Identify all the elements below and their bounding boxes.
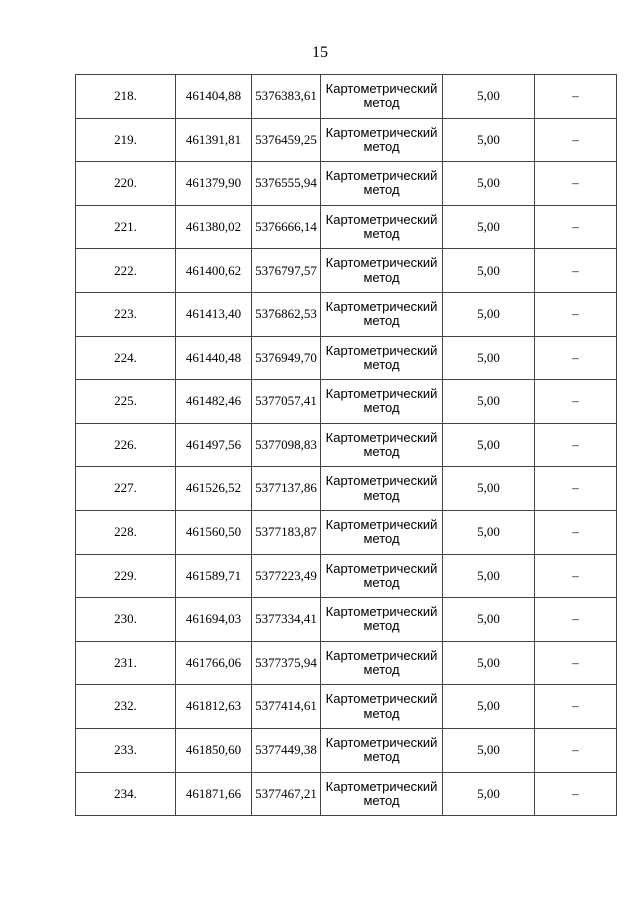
- point-number-cell: 227.: [76, 467, 176, 511]
- note-cell: –: [535, 292, 617, 336]
- point-number-cell: 229.: [76, 554, 176, 598]
- x-coordinate-cell: 461440,48: [176, 336, 252, 380]
- point-number-cell: 218.: [76, 75, 176, 119]
- method-line-2: метод: [363, 444, 400, 460]
- x-coordinate-cell: 461404,88: [176, 75, 252, 119]
- table-row: [76, 467, 617, 511]
- table-row: [76, 205, 617, 249]
- point-number-cell: 226.: [76, 423, 176, 467]
- x-coordinate-cell: 461400,62: [176, 249, 252, 293]
- note-cell: –: [535, 380, 617, 424]
- point-number-cell: 234.: [76, 772, 176, 816]
- table-row: [76, 118, 617, 162]
- point-number-cell: 228.: [76, 510, 176, 554]
- y-coordinate-cell: 5376555,94: [252, 162, 321, 206]
- method-line-1: Картометрический: [325, 691, 438, 707]
- table-row: [76, 598, 617, 642]
- method-cell: [321, 162, 443, 206]
- method-line-2: метод: [363, 574, 400, 590]
- method-line-2: метод: [363, 356, 400, 372]
- note-cell: –: [535, 641, 617, 685]
- method-line-1: Картометрический: [325, 734, 438, 750]
- note-cell: –: [535, 336, 617, 380]
- accuracy-cell: 5,00: [443, 249, 535, 293]
- method-line-2: метод: [363, 749, 400, 765]
- table-row: [76, 728, 617, 772]
- accuracy-cell: 5,00: [443, 75, 535, 119]
- table-row: [76, 772, 617, 816]
- x-coordinate-cell: 461812,63: [176, 685, 252, 729]
- point-number-cell: 231.: [76, 641, 176, 685]
- table-row: [76, 162, 617, 206]
- y-coordinate-cell: 5377057,41: [252, 380, 321, 424]
- y-coordinate-cell: 5377414,61: [252, 685, 321, 729]
- y-coordinate-cell: 5376797,57: [252, 249, 321, 293]
- method-cell: [321, 598, 443, 642]
- method-line-1: Картометрический: [325, 560, 438, 576]
- method-line-1: Картометрический: [325, 298, 438, 314]
- table-row: [76, 380, 617, 424]
- method-line-1: Картометрический: [325, 386, 438, 402]
- accuracy-cell: 5,00: [443, 598, 535, 642]
- x-coordinate-cell: 461871,66: [176, 772, 252, 816]
- x-coordinate-cell: 461526,52: [176, 467, 252, 511]
- method-line-1: Картометрический: [325, 778, 438, 794]
- table-row: [76, 292, 617, 336]
- method-cell: [321, 467, 443, 511]
- accuracy-cell: 5,00: [443, 336, 535, 380]
- method-line-2: метод: [363, 226, 400, 242]
- method-cell: [321, 554, 443, 598]
- accuracy-cell: 5,00: [443, 118, 535, 162]
- point-number-cell: 224.: [76, 336, 176, 380]
- x-coordinate-cell: 461694,03: [176, 598, 252, 642]
- y-coordinate-cell: 5377137,86: [252, 467, 321, 511]
- y-coordinate-cell: 5377183,87: [252, 510, 321, 554]
- method-line-2: метод: [363, 182, 400, 198]
- x-coordinate-cell: 461482,46: [176, 380, 252, 424]
- accuracy-cell: 5,00: [443, 685, 535, 729]
- y-coordinate-cell: 5377098,83: [252, 423, 321, 467]
- x-coordinate-cell: 461391,81: [176, 118, 252, 162]
- page-number: 15: [312, 44, 328, 61]
- method-cell: [321, 336, 443, 380]
- y-coordinate-cell: 5376666,14: [252, 205, 321, 249]
- note-cell: –: [535, 205, 617, 249]
- accuracy-cell: 5,00: [443, 162, 535, 206]
- method-line-1: Картометрический: [325, 516, 438, 532]
- method-line-2: метод: [363, 400, 400, 416]
- x-coordinate-cell: 461497,56: [176, 423, 252, 467]
- y-coordinate-cell: 5376459,25: [252, 118, 321, 162]
- accuracy-cell: 5,00: [443, 510, 535, 554]
- y-coordinate-cell: 5376862,53: [252, 292, 321, 336]
- y-coordinate-cell: 5377334,41: [252, 598, 321, 642]
- accuracy-cell: 5,00: [443, 641, 535, 685]
- method-line-2: метод: [363, 269, 400, 285]
- x-coordinate-cell: 461413,40: [176, 292, 252, 336]
- y-coordinate-cell: 5377449,38: [252, 728, 321, 772]
- point-number-cell: 223.: [76, 292, 176, 336]
- method-cell: [321, 728, 443, 772]
- point-number-cell: 222.: [76, 249, 176, 293]
- note-cell: –: [535, 249, 617, 293]
- accuracy-cell: 5,00: [443, 728, 535, 772]
- y-coordinate-cell: 5377467,21: [252, 772, 321, 816]
- y-coordinate-cell: 5376383,61: [252, 75, 321, 119]
- y-coordinate-cell: 5377223,49: [252, 554, 321, 598]
- point-number-cell: 225.: [76, 380, 176, 424]
- note-cell: –: [535, 685, 617, 729]
- table-row: [76, 75, 617, 119]
- method-cell: [321, 772, 443, 816]
- point-number-cell: 221.: [76, 205, 176, 249]
- method-line-1: Картометрический: [325, 255, 438, 271]
- method-line-2: метод: [363, 792, 400, 808]
- table-row: [76, 554, 617, 598]
- table-row: [76, 249, 617, 293]
- note-cell: –: [535, 162, 617, 206]
- method-cell: [321, 510, 443, 554]
- accuracy-cell: 5,00: [443, 292, 535, 336]
- method-line-1: Картометрический: [325, 473, 438, 489]
- x-coordinate-cell: 461766,06: [176, 641, 252, 685]
- method-cell: [321, 292, 443, 336]
- note-cell: –: [535, 598, 617, 642]
- x-coordinate-cell: 461560,50: [176, 510, 252, 554]
- method-cell: [321, 641, 443, 685]
- method-cell: [321, 118, 443, 162]
- table-row: [76, 336, 617, 380]
- method-line-2: метод: [363, 618, 400, 634]
- method-line-2: метод: [363, 313, 400, 329]
- method-cell: [321, 685, 443, 729]
- table-row: [76, 641, 617, 685]
- note-cell: –: [535, 554, 617, 598]
- method-line-1: Картометрический: [325, 342, 438, 358]
- x-coordinate-cell: 461589,71: [176, 554, 252, 598]
- method-cell: [321, 249, 443, 293]
- accuracy-cell: 5,00: [443, 467, 535, 511]
- note-cell: –: [535, 728, 617, 772]
- accuracy-cell: 5,00: [443, 205, 535, 249]
- table-row: [76, 423, 617, 467]
- y-coordinate-cell: 5377375,94: [252, 641, 321, 685]
- x-coordinate-cell: 461379,90: [176, 162, 252, 206]
- x-coordinate-cell: 461850,60: [176, 728, 252, 772]
- method-line-1: Картометрический: [325, 81, 438, 96]
- method-line-1: Картометрический: [325, 168, 438, 184]
- coordinates-table: [75, 74, 617, 816]
- method-line-2: метод: [363, 138, 400, 154]
- method-line-2: метод: [363, 95, 400, 111]
- method-line-1: Картометрический: [325, 647, 438, 663]
- method-cell: [321, 75, 443, 119]
- accuracy-cell: 5,00: [443, 772, 535, 816]
- method-line-1: Картометрический: [325, 429, 438, 445]
- note-cell: –: [535, 772, 617, 816]
- note-cell: –: [535, 467, 617, 511]
- y-coordinate-cell: 5376949,70: [252, 336, 321, 380]
- method-line-2: метод: [363, 662, 400, 678]
- note-cell: –: [535, 510, 617, 554]
- method-cell: [321, 423, 443, 467]
- accuracy-cell: 5,00: [443, 380, 535, 424]
- point-number-cell: 219.: [76, 118, 176, 162]
- method-line-1: Картометрический: [325, 211, 438, 227]
- point-number-cell: 232.: [76, 685, 176, 729]
- x-coordinate-cell: 461380,02: [176, 205, 252, 249]
- method-line-2: метод: [363, 531, 400, 547]
- point-number-cell: 233.: [76, 728, 176, 772]
- method-cell: [321, 205, 443, 249]
- table-row: [76, 510, 617, 554]
- method-line-2: метод: [363, 487, 400, 503]
- note-cell: –: [535, 75, 617, 119]
- method-line-1: Картометрический: [325, 604, 438, 620]
- accuracy-cell: 5,00: [443, 423, 535, 467]
- note-cell: –: [535, 118, 617, 162]
- note-cell: –: [535, 423, 617, 467]
- coordinates-table-body: [76, 75, 617, 816]
- point-number-cell: 220.: [76, 162, 176, 206]
- point-number-cell: 230.: [76, 598, 176, 642]
- method-line-2: метод: [363, 705, 400, 721]
- accuracy-cell: 5,00: [443, 554, 535, 598]
- method-cell: [321, 380, 443, 424]
- table-row: [76, 685, 617, 729]
- method-line-1: Картометрический: [325, 124, 438, 140]
